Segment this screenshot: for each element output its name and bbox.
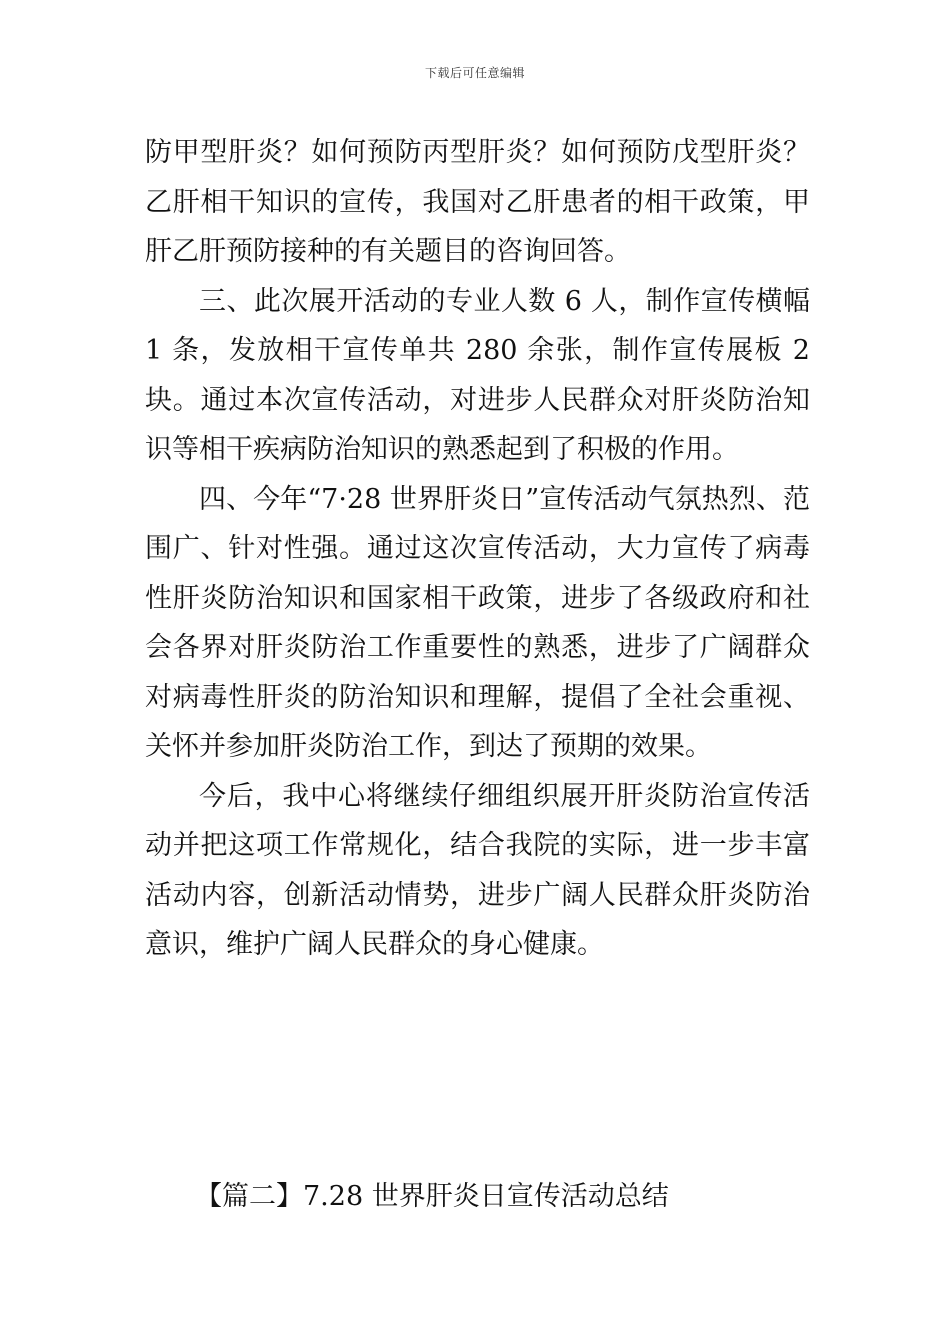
paragraph-continuation: 防甲型肝炎？如何预防丙型肝炎？如何预防戊型肝炎？乙肝相干知识的宣传，我国对乙肝患者的相干政策，甲肝乙肝预防接种的有关题目的咨询回答。 [145, 137, 810, 267]
paragraph-section-four: 四、今年“7·28 世界肝炎日”宣传活动气氛热烈、范围广、针对性强。通过这次宣传活动，大力宣传了病毒性肝炎防治知识和国家相干政策，进步了各级政府和社会各界对肝炎防治工作重要性的熟悉，进步了广阔群众对病毒性肝炎的防治知识和理解，提倡了全社会重视、关怀并参加肝炎防治工作，到达了预期的效果。 [145, 483, 810, 762]
document-body [145, 128, 810, 970]
paragraph-section-three: 三、此次展开活动的专业人数 6 人，制作宣传横幅 1 条，发放相干宣传单共 280 余张，制作宣传展板 2 块。通过本次宣传活动，对进步人民群众对肝炎防治知识等相干疾病防治知识的熟悉起到了积极的作用。 [145, 285, 810, 465]
page-header: 下载后可任意编辑 [424, 66, 525, 80]
paragraph-future-plan: 今后，我中心将继续仔细组织展开肝炎防治宣传活动并把这项工作常规化，结合我院的实际，进一步丰富活动内容，创新活动情势，进步广阔人民群众肝炎防治意识，维护广阔人民群众的身心健康。 [145, 780, 810, 960]
section-heading: 【篇二】7.28 世界肝炎日宣传活动总结 [195, 1181, 669, 1212]
